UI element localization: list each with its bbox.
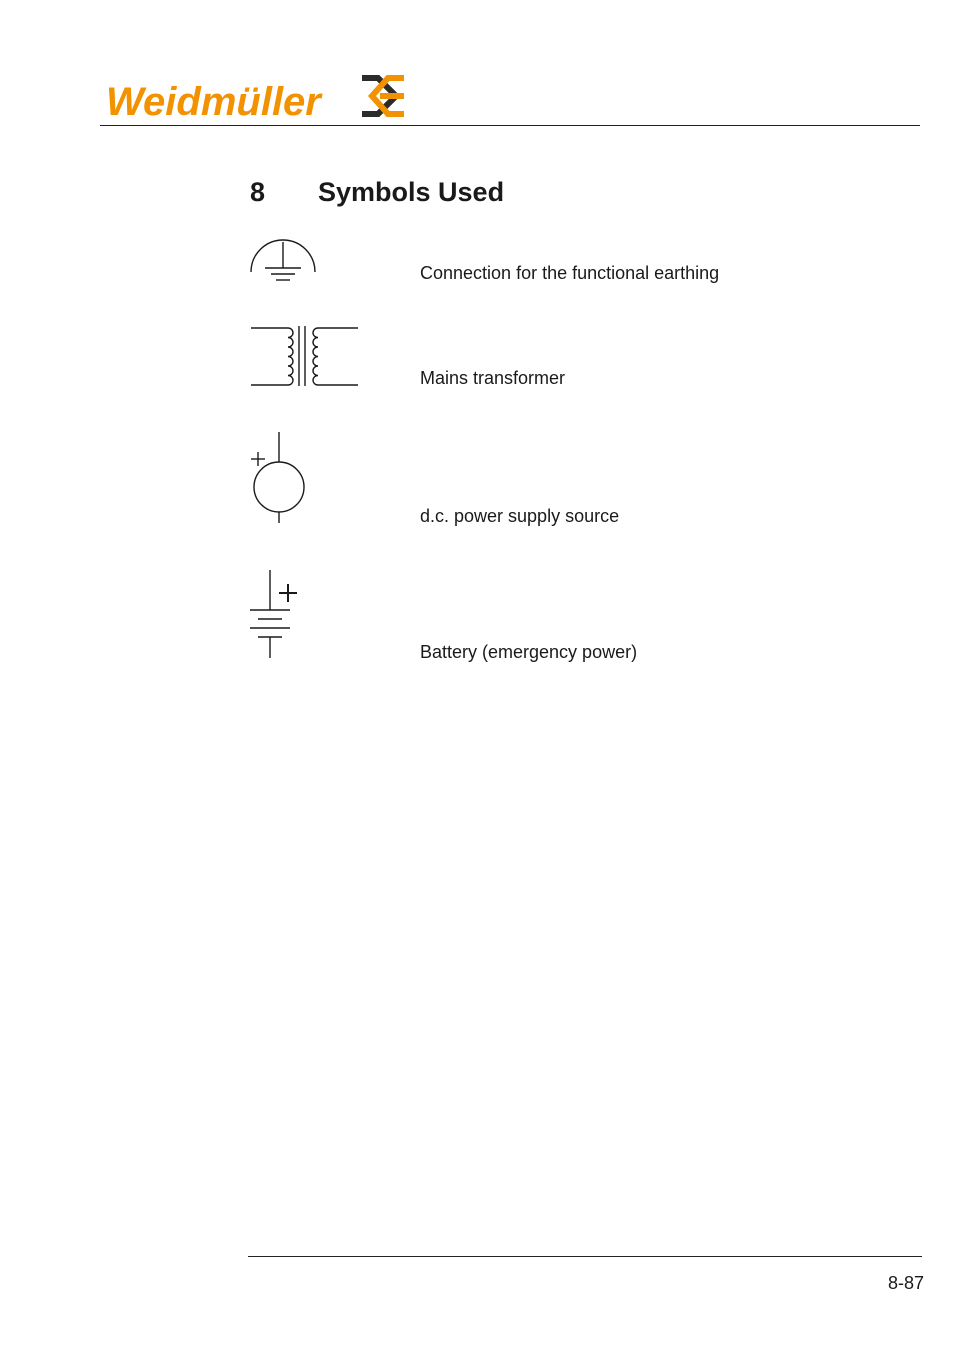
logo-wordmark: Weidmüller	[106, 80, 321, 124]
functional-earth-icon	[248, 238, 320, 286]
symbol-label-earthing: Connection for the functional earthing	[420, 263, 720, 283]
battery-icon	[248, 568, 304, 660]
symbol-label-transformer: Mains transformer	[420, 368, 566, 388]
section-number: 8	[250, 177, 266, 207]
weidmueller-logo	[104, 70, 414, 122]
page-number: 8-87	[887, 1273, 924, 1293]
weidmueller-cross-icon	[362, 78, 404, 114]
header-rule	[100, 125, 920, 126]
section-title: Symbols Used	[318, 177, 505, 207]
symbol-label-dc-source: d.c. power supply source	[420, 506, 620, 526]
dc-power-source-icon	[248, 430, 312, 526]
brand-logo	[104, 70, 414, 122]
footer-rule	[248, 1256, 922, 1257]
mains-transformer-icon	[248, 324, 362, 388]
symbol-label-battery: Battery (emergency power)	[420, 642, 638, 662]
